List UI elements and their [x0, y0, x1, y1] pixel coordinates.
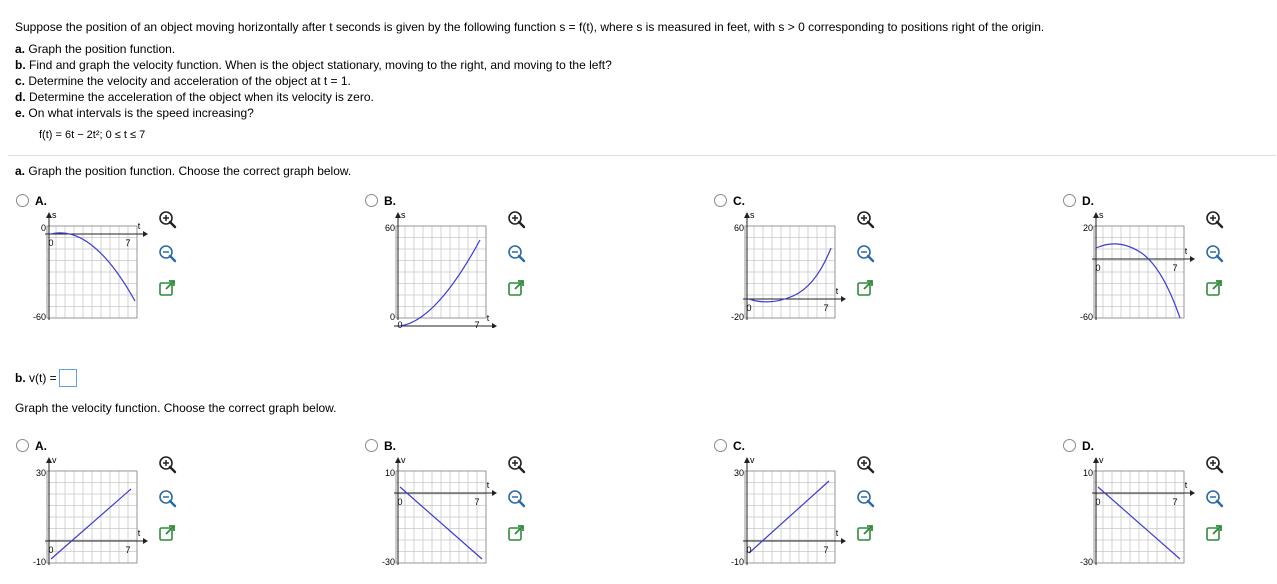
graph-plot: [394, 212, 497, 328]
question-text: Graph the position function. Choose the correct graph below.: [28, 164, 352, 178]
option-a-2[interactable]: [714, 194, 745, 208]
option-a-3[interactable]: [1063, 194, 1094, 208]
question-prefix: a.: [15, 164, 26, 178]
x-end-label: 7: [125, 238, 131, 248]
zoom-out-icon[interactable]: [157, 244, 177, 264]
axis-variable-label: v: [1099, 455, 1104, 465]
x-origin-label: 0: [48, 238, 54, 248]
t-axis-arrow: [143, 231, 148, 237]
option-label: D.: [1082, 439, 1094, 453]
option-a-0[interactable]: [16, 194, 47, 208]
option-label: C.: [733, 194, 745, 208]
open-new-window-icon[interactable]: [1204, 523, 1224, 543]
x-end-label: 7: [823, 303, 829, 313]
part-a-question: [15, 164, 351, 178]
graph-a-0: [7, 208, 157, 328]
graph-plot: [45, 212, 148, 320]
part-d-prompt: [15, 89, 1044, 105]
graph-b-3: [1054, 453, 1204, 573]
x-end-label: 7: [823, 545, 829, 555]
open-new-window-icon[interactable]: [506, 278, 526, 298]
function-definition: f(t) = 6t − 2t²; 0 ≤ t ≤ 7: [39, 129, 146, 141]
radio-button[interactable]: [1063, 439, 1076, 452]
part-b-question: Graph the velocity function. Choose the correct graph below.: [15, 401, 337, 415]
x-origin-label: 0: [397, 497, 403, 507]
y-min-label: -30: [381, 557, 395, 567]
y-max-label: 10: [384, 468, 395, 478]
velocity-label: v(t) =: [29, 371, 57, 385]
zoom-out-icon[interactable]: [157, 489, 177, 509]
zoom-in-icon[interactable]: [855, 455, 875, 475]
x-end-label: 7: [474, 320, 480, 328]
x-end-label: 7: [474, 497, 480, 507]
graph-a-2: [705, 208, 855, 328]
open-new-window-icon[interactable]: [506, 523, 526, 543]
part-e-prompt: [15, 105, 1044, 121]
y-max-label: 60: [733, 223, 744, 233]
t-axis-label: t: [137, 221, 141, 231]
radio-button[interactable]: [365, 194, 378, 207]
radio-button[interactable]: [16, 194, 29, 207]
problem-intro: Suppose the position of an object moving horizontally after t seconds is given by the following function s = f(t), where s is measured in feet, with s > 0 corresponding to positions right of the origin.: [15, 20, 1045, 34]
axis-variable-label: v: [750, 455, 755, 465]
t-axis-arrow: [841, 538, 846, 544]
y-max-label: 20: [1082, 223, 1093, 233]
x-end-label: 7: [125, 545, 131, 555]
option-label: B.: [384, 194, 396, 208]
part-letter: c.: [15, 74, 26, 88]
part-letter: b.: [15, 58, 26, 72]
t-axis-label: t: [137, 528, 141, 538]
zoom-in-icon[interactable]: [506, 210, 526, 230]
graph-b-2: [705, 453, 855, 573]
y-min-label: -20: [730, 312, 744, 322]
y-max-label: 60: [384, 223, 395, 233]
x-end-label: 7: [1172, 263, 1178, 273]
y-min-label: -30: [1079, 557, 1093, 567]
option-label: B.: [384, 439, 396, 453]
axis-variable-label: s: [750, 210, 755, 220]
part-text: Determine the acceleration of the object when its velocity is zero.: [29, 90, 374, 104]
open-new-window-icon[interactable]: [1204, 278, 1224, 298]
zoom-in-icon[interactable]: [855, 210, 875, 230]
axis-variable-label: v: [401, 455, 406, 465]
radio-button[interactable]: [365, 439, 378, 452]
zoom-out-icon[interactable]: [506, 244, 526, 264]
axis-variable-label: v: [52, 455, 57, 465]
axis-variable-label: s: [401, 210, 406, 220]
x-origin-label: 0: [48, 545, 54, 555]
option-b-0[interactable]: [16, 439, 47, 453]
t-axis-label: t: [1184, 480, 1188, 490]
option-b-3[interactable]: [1063, 439, 1094, 453]
x-origin-label: 0: [746, 545, 752, 555]
zoom-out-icon[interactable]: [1204, 489, 1224, 509]
radio-button[interactable]: [1063, 194, 1076, 207]
zoom-in-icon[interactable]: [506, 455, 526, 475]
part-c-prompt: [15, 73, 1044, 89]
open-new-window-icon[interactable]: [157, 523, 177, 543]
x-origin-label: 0: [397, 320, 403, 328]
y-max-label: 30: [35, 468, 46, 478]
x-end-label: 7: [1172, 497, 1178, 507]
radio-button[interactable]: [16, 439, 29, 452]
zoom-in-icon[interactable]: [157, 455, 177, 475]
option-a-1[interactable]: [365, 194, 396, 208]
x-origin-label: 0: [1095, 263, 1101, 273]
divider: [8, 155, 1276, 156]
t-axis-label: t: [486, 313, 490, 323]
zoom-out-icon[interactable]: [855, 244, 875, 264]
zoom-out-icon[interactable]: [506, 489, 526, 509]
zoom-in-icon[interactable]: [1204, 210, 1224, 230]
zoom-in-icon[interactable]: [157, 210, 177, 230]
graph-b-0: [7, 453, 157, 573]
part-text: Find and graph the velocity function. When is the object stationary, moving to the right, and moving to the left?: [29, 58, 612, 72]
part-letter: a.: [15, 42, 26, 56]
velocity-answer-row: [15, 369, 77, 387]
option-b-2[interactable]: [714, 439, 745, 453]
t-axis-arrow: [492, 323, 497, 328]
velocity-answer-input[interactable]: [59, 369, 77, 387]
velocity-prefix: b.: [15, 371, 26, 385]
problem-statement: [15, 20, 1044, 121]
graph-plot: [1092, 457, 1195, 565]
t-axis-arrow: [492, 490, 497, 496]
t-axis-label: t: [486, 480, 490, 490]
y-max-label: 0: [40, 223, 46, 233]
graph-b-1: [356, 453, 506, 573]
part-text: On what intervals is the speed increasing?: [28, 106, 254, 120]
zoom-out-icon[interactable]: [855, 489, 875, 509]
zoom-in-icon[interactable]: [1204, 455, 1224, 475]
part-b-prompt: [15, 57, 1044, 73]
t-axis-label: t: [1184, 246, 1188, 256]
y-min-label: -60: [1079, 312, 1093, 322]
part-text: Graph the position function.: [28, 42, 176, 56]
x-origin-label: 0: [1095, 497, 1101, 507]
graph-a-1: [356, 208, 506, 328]
graph-plot: [743, 457, 846, 565]
y-min-label: 0: [389, 312, 395, 322]
zoom-out-icon[interactable]: [1204, 244, 1224, 264]
x-origin-label: 0: [746, 303, 752, 313]
curve: [51, 233, 135, 301]
open-new-window-icon[interactable]: [855, 278, 875, 298]
t-axis-arrow: [1190, 256, 1195, 262]
part-a-prompt: [15, 41, 1044, 57]
part-letter: e.: [15, 106, 26, 120]
graph-a-3: [1054, 208, 1204, 328]
t-axis-arrow: [143, 538, 148, 544]
option-label: A.: [35, 194, 47, 208]
radio-button[interactable]: [714, 194, 727, 207]
open-new-window-icon[interactable]: [855, 523, 875, 543]
t-axis-label: t: [835, 286, 839, 296]
part-text: Determine the velocity and acceleration of the object at t = 1.: [28, 74, 351, 88]
option-label: C.: [733, 439, 745, 453]
graph-plot: [394, 457, 497, 565]
part-letter: d.: [15, 90, 26, 104]
graph-plot: [743, 212, 846, 320]
axis-variable-label: s: [1099, 210, 1104, 220]
graph-plot: [1092, 212, 1195, 320]
radio-button[interactable]: [714, 439, 727, 452]
option-label: D.: [1082, 194, 1094, 208]
t-axis-arrow: [1190, 490, 1195, 496]
y-min-label: -10: [32, 557, 46, 567]
option-label: A.: [35, 439, 47, 453]
open-new-window-icon[interactable]: [157, 278, 177, 298]
y-max-label: 10: [1082, 468, 1093, 478]
y-min-label: -10: [730, 557, 744, 567]
y-min-label: -60: [32, 312, 46, 322]
option-b-1[interactable]: [365, 439, 396, 453]
t-axis-arrow: [841, 296, 846, 302]
graph-plot: [45, 457, 148, 565]
t-axis-label: t: [835, 528, 839, 538]
y-max-label: 30: [733, 468, 744, 478]
axis-variable-label: s: [52, 210, 57, 220]
